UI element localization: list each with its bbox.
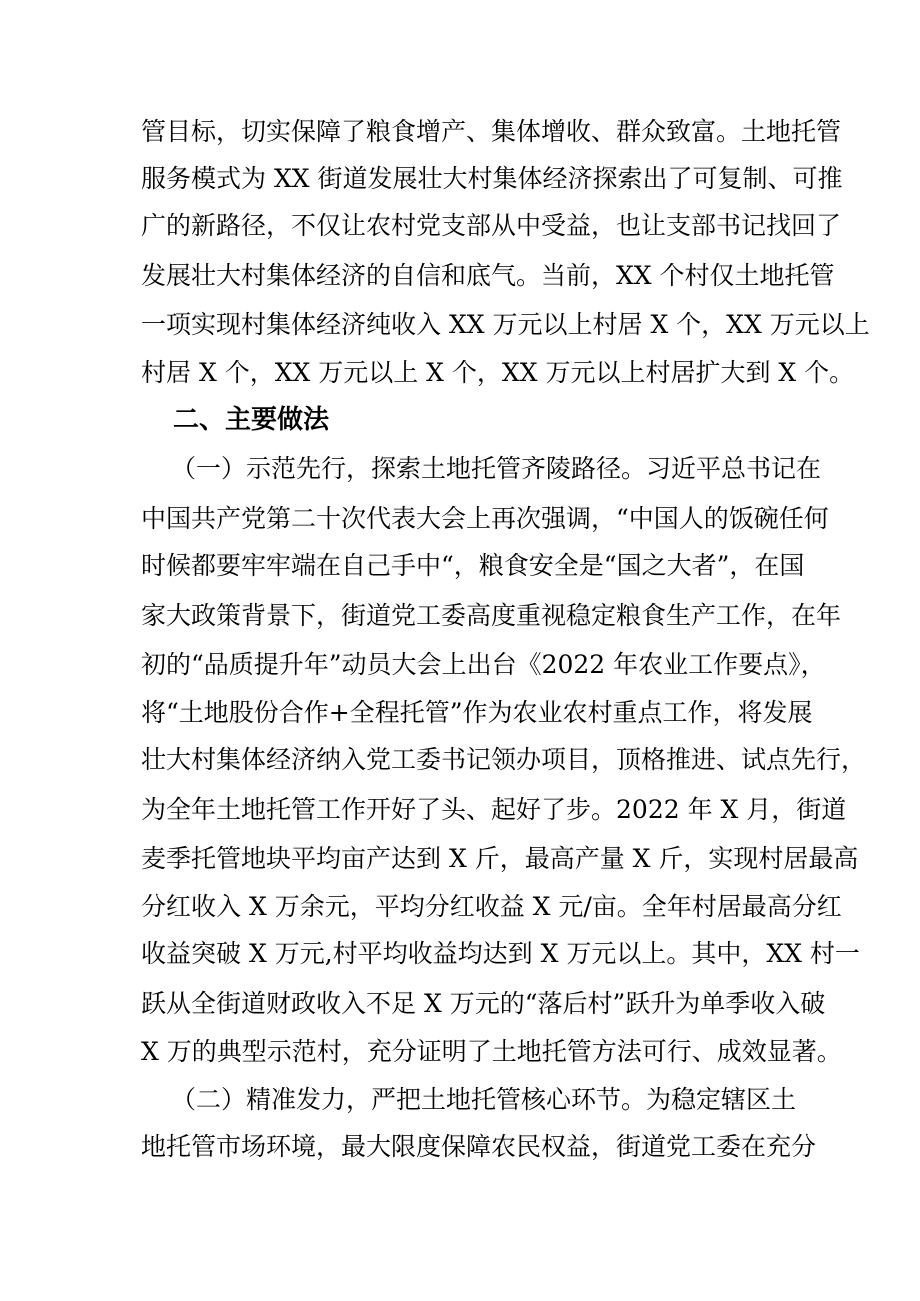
paragraph-2-line-4: 家大政策背景下，街道党工委高度重视稳定粮食生产工作，在年 — [141, 601, 842, 630]
paragraph-1-line-3: 广的新路径，不仅让农村党支部从中受益，也让支部书记找回了 — [141, 211, 842, 240]
paragraph-2-line-1: （一）示范先行，探索土地托管齐陵路径。习近平总书记在 — [171, 454, 822, 483]
paragraph-2-line-2: 中国共产党第二十次代表大会上再次强调，“中国人的饭碗任何 — [141, 504, 829, 533]
paragraph-2-line-11: 收益突破 X 万元,村平均收益均达到 X 万元以上。其中，XX 村一 — [141, 939, 860, 968]
paragraph-1-line-5: 一项实现村集体经济纯收入 XX 万元以上村居 X 个，XX 万元以上 — [141, 310, 870, 339]
paragraph-1-line-2: 服务模式为 XX 街道发展壮大村集体经济探索出了可复制、可推 — [141, 164, 843, 193]
paragraph-2-line-10: 分红收入 X 万余元，平均分红收益 X 元/亩。全年村居最高分红 — [141, 892, 842, 921]
paragraph-2-line-6: 将“土地股份合作+全程托管”作为农业农村重点工作，将发展 — [141, 698, 813, 727]
paragraph-1-line-4: 发展壮大村集体经济的自信和底气。当前，XX 个村仅土地托管 — [141, 261, 835, 290]
paragraph-1-line-6: 村居 X 个，XX 万元以上 X 个，XX 万元以上村居扩大到 X 个。 — [141, 358, 855, 387]
paragraph-2-line-8: 为全年土地托管工作开好了头、起好了步。2022 年 X 月，街道 — [141, 795, 847, 824]
paragraph-1-line-1: 管目标，切实保障了粮食增产、集体增收、群众致富。土地托管 — [141, 117, 842, 146]
paragraph-2-line-13: X 万的典型示范村，充分证明了土地托管方法可行、成效显著。 — [141, 1037, 842, 1066]
paragraph-2-line-9: 麦季托管地块平均亩产达到 X 斤，最高产量 X 斤，实现村居最高 — [141, 844, 859, 873]
paragraph-2-line-12: 跃从全街道财政收入不足 X 万元的“落后村”跃升为单季收入破 — [141, 989, 826, 1018]
paragraph-2-line-3: 时候都要牢牢端在自己手中“，粮食安全是“国之大者”，在国 — [141, 551, 805, 580]
paragraph-2-line-7: 壮大村集体经济纳入党工委书记领办项目，顶格推进、试点先行， — [141, 745, 867, 774]
section-heading: 二、主要做法 — [173, 405, 330, 435]
paragraph-3-line-1: （二）精准发力，严把土地托管核心环节。为稳定辖区土 — [171, 1085, 797, 1114]
paragraph-3-line-2: 地托管市场环境，最大限度保障农民权益，街道党工委在充分 — [141, 1132, 817, 1161]
paragraph-2-line-5: 初的“品质提升年”动员大会上出台《2022 年农业工作要点》， — [141, 650, 826, 679]
